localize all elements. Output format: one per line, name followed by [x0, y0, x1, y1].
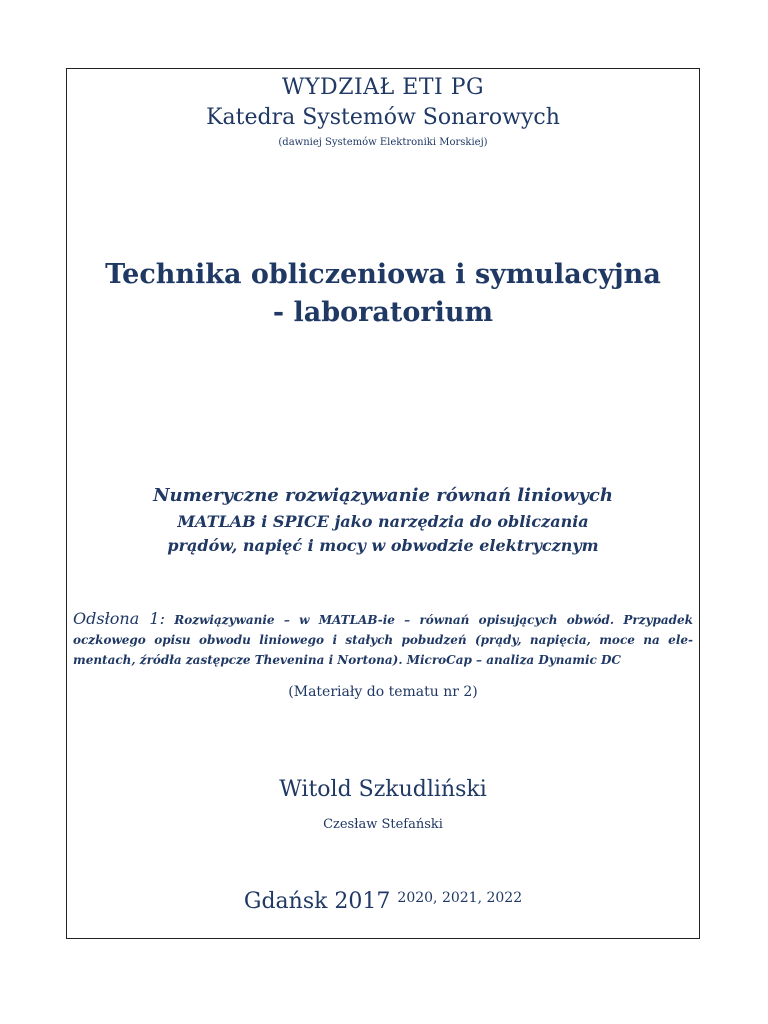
subtitle-line-3: prądów, napięć i mocy w obwodzie elektrycznym: [167, 536, 599, 555]
episode-label: Odsłona 1:: [73, 609, 165, 628]
city-year: Gdańsk 2017: [243, 889, 391, 914]
former-department-name: (dawniej Systemów Elektroniki Morskiej): [278, 137, 488, 148]
place-and-year: [67, 889, 699, 914]
co-author: Czesław Stefański: [323, 817, 443, 832]
subtitle-line-2: MATLAB i SPICE jako narzędzia do obliczania: [177, 512, 589, 531]
faculty-name: WYDZIAŁ ETI PG: [281, 75, 485, 100]
episode-description: [73, 609, 693, 670]
update-years: 2020, 2021, 2022: [397, 890, 523, 906]
document-title-line-1: Technika obliczeniowa i symulacyjna: [105, 259, 661, 290]
materials-note: (Materiały do tematu nr 2): [288, 684, 478, 700]
department-name: Katedra Systemów Sonarowych: [206, 105, 560, 130]
subtitle-line-1: Numeryczne rozwiązywanie równań liniowych: [153, 485, 613, 506]
page-frame: [66, 68, 700, 939]
episode-text: Rozwiązywanie – w MATLAB-ie – równań opisujących obwód. Przypadek oczkowego opisu obwodu liniowego i stałych pobudzeń (prądy, napięcia, moce na ele-mentach, źródła zastępcze Thevenina i Nortona). MicroCap – analiza Dynamic DC: [73, 613, 693, 667]
main-author: Witold Szkudliński: [279, 777, 487, 802]
document-title-line-2: - laboratorium: [272, 297, 494, 328]
